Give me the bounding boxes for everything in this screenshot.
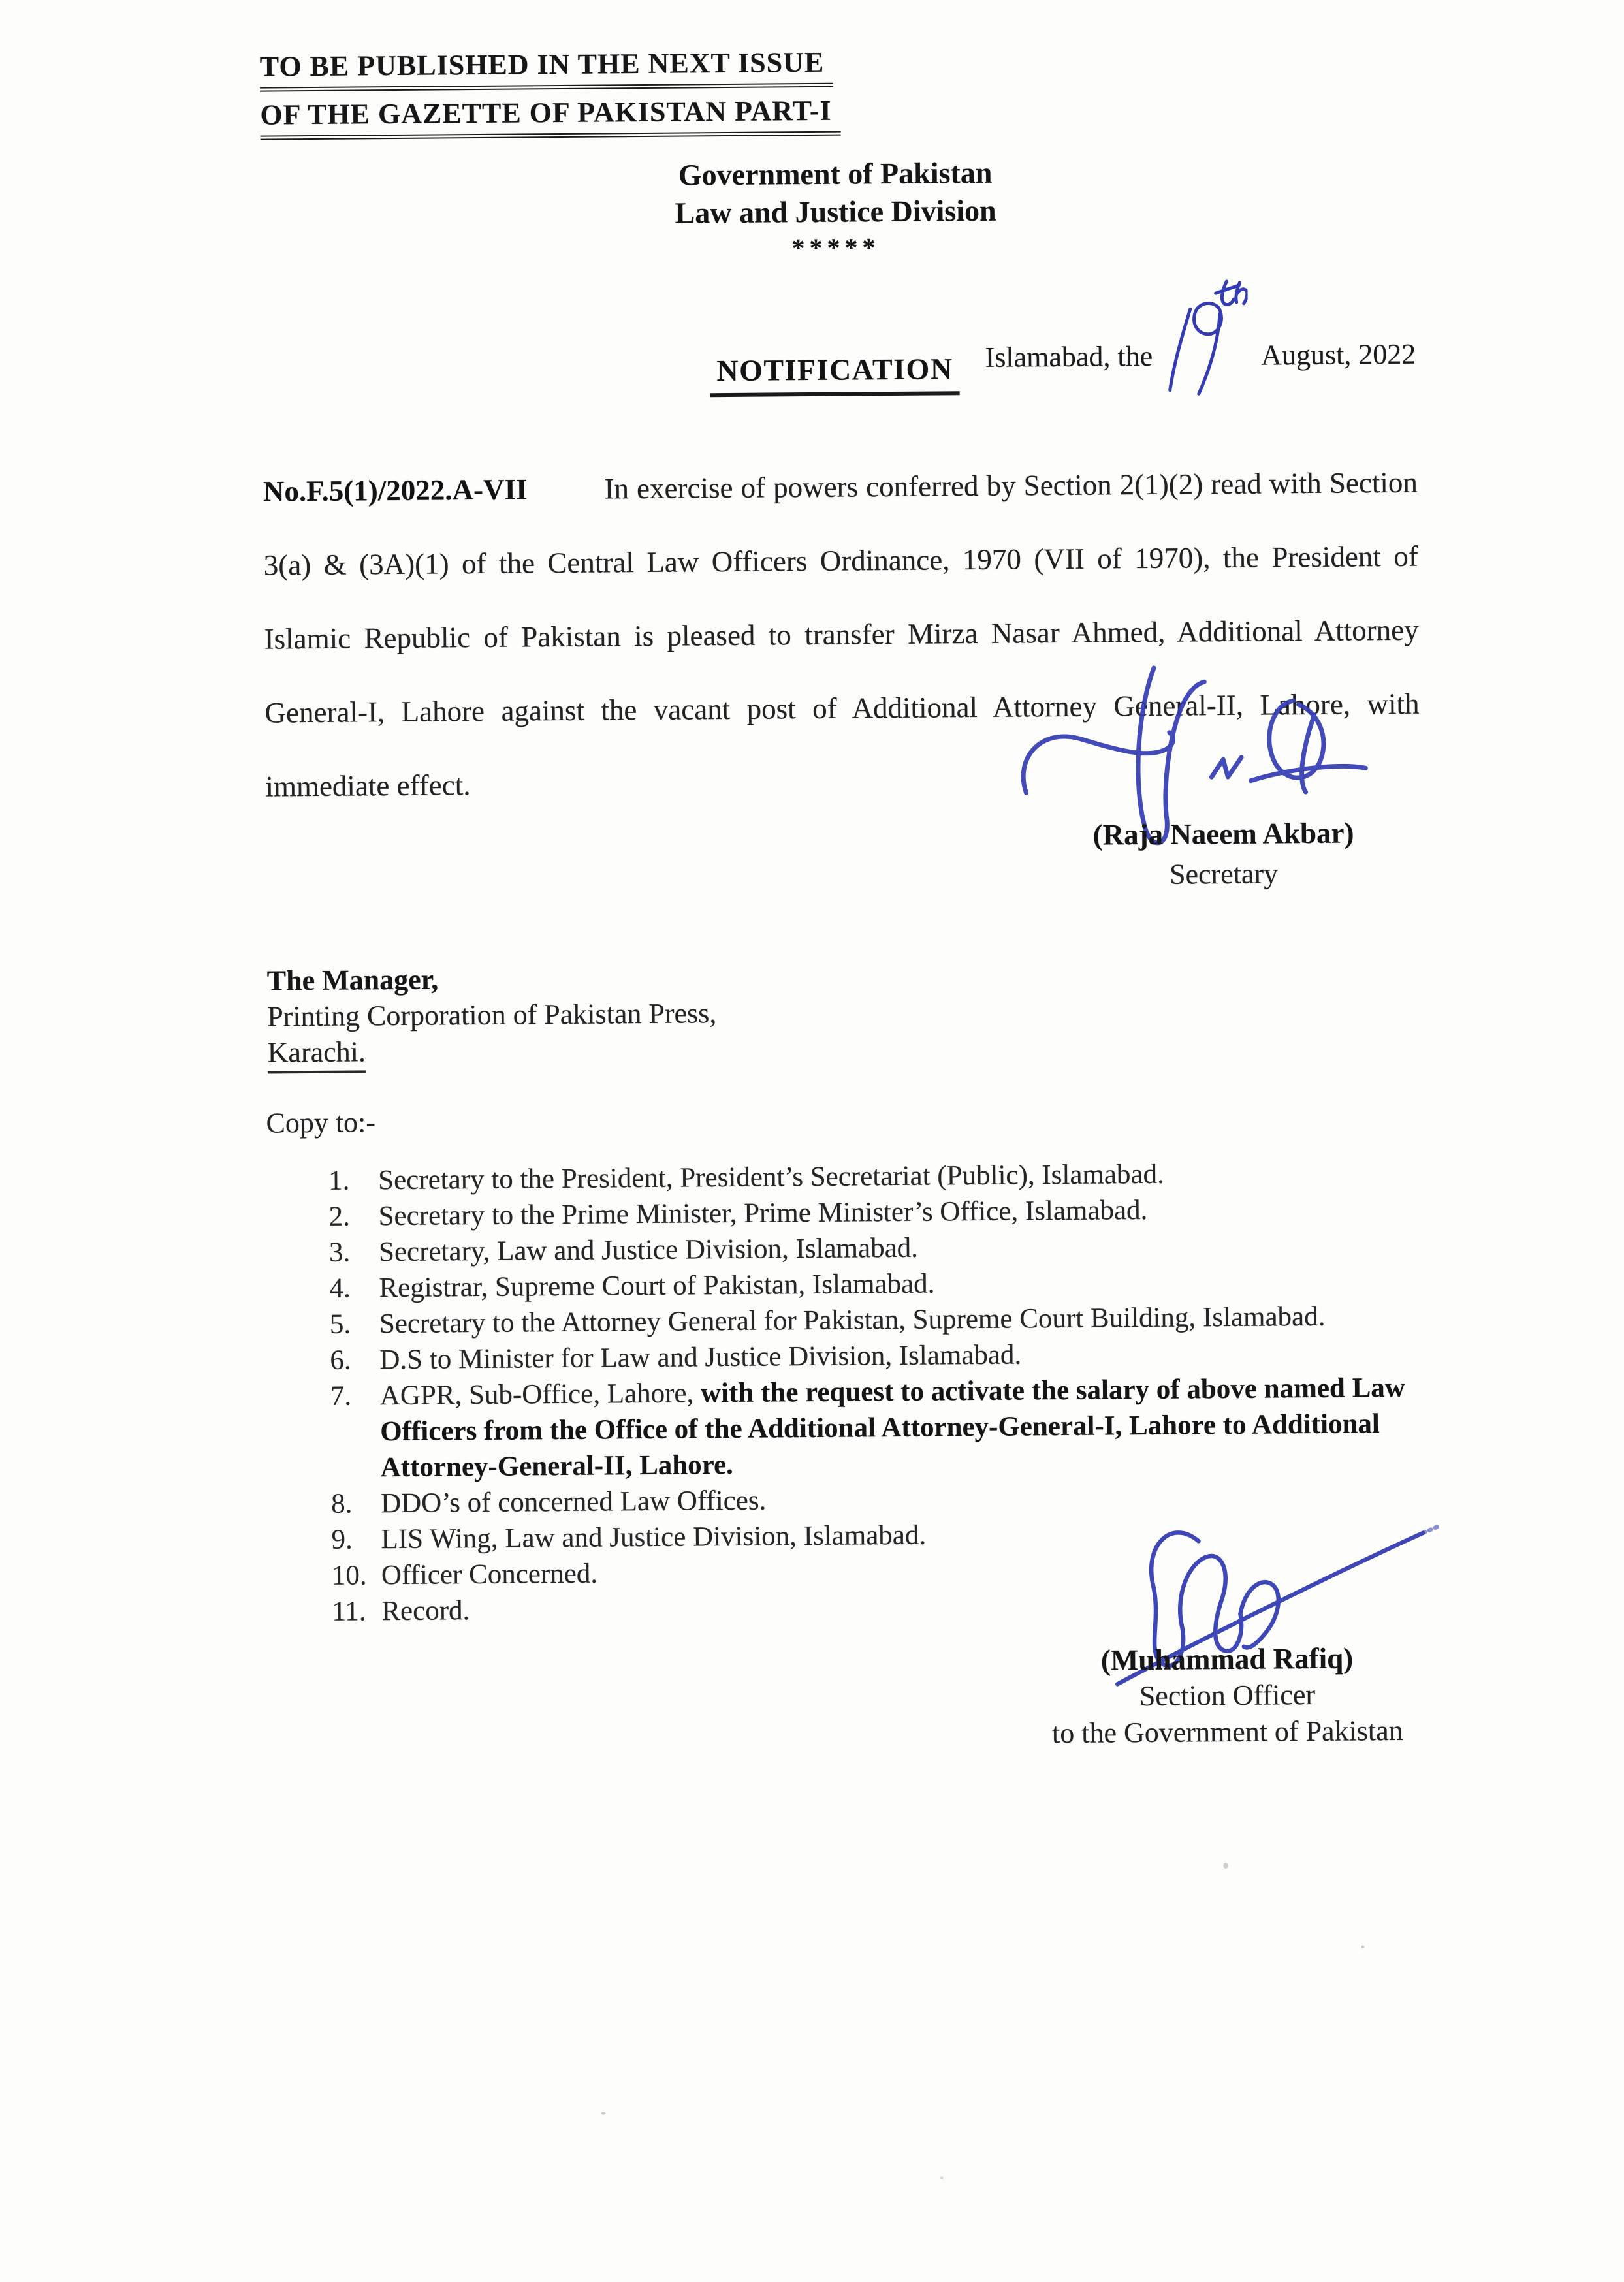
addressee-org: Printing Corporation of Pakistan Press, <box>267 997 717 1033</box>
addressee-name: The Manager, <box>266 963 439 997</box>
copy-item-number: 6. <box>330 1344 351 1376</box>
gazette-publish-note <box>260 46 841 147</box>
org-heading <box>675 154 996 266</box>
addressee-city: Karachi. <box>267 1034 366 1073</box>
copy-item-text: Secretary, Law and Justice Division, Islamabad. <box>378 1232 919 1268</box>
copy-to-label: Copy to:- <box>266 1106 376 1139</box>
scan-artifact-speck <box>601 2112 605 2115</box>
scan-artifact-speck <box>1223 1863 1228 1869</box>
addressee-block <box>267 959 717 1073</box>
body-paragraph <box>263 446 1420 824</box>
copy-item-text: Registrar, Supreme Court of Pakistan, Islamabad. <box>379 1268 935 1304</box>
copy-item-number: 7. <box>330 1380 352 1412</box>
body-text: In exercise of powers conferred by Section 2(1)(2) read with Section 3(a) & (3A)(1) of the Central Law Officers Ordinance, 1970 (VII of 1970), the President of Islamic Republic of Pakistan is pleased to transfer Mirza Nasar Ahmed, Additional Attorney General-I, Lahore against the vacant post of Additional Attorney General-II, Lahore, with immediate effect. <box>263 466 1420 803</box>
copy-item-number: 11. <box>332 1596 366 1627</box>
copy-item-number: 5. <box>329 1308 351 1340</box>
secretary-title: Secretary <box>1169 857 1279 891</box>
document-title: NOTIFICATION <box>710 351 960 397</box>
copy-item-number: 1. <box>328 1165 350 1196</box>
section-officer-org: to the Government of Pakistan <box>1051 1714 1403 1750</box>
copy-item-text: Secretary to the President, President’s Secretariat (Public), Islamabad. <box>378 1158 1164 1196</box>
scan-artifact-speck <box>940 2176 943 2179</box>
copy-item-text: Secretary to the Prime Minister, Prime Minister’s Office, Islamabad. <box>378 1194 1148 1232</box>
reference-number: No.F.5(1)/2022.A-VII <box>263 473 528 508</box>
copy-item-text <box>380 1370 1435 1486</box>
section-officer-title: Section Officer <box>1139 1678 1316 1713</box>
copy-item-text-bold: with the request to activate the salary of above named Law Officers from the Office of the Additional Attorney-General-I, Lahore to Additional Attorney-General-II, Lahore. <box>380 1372 1406 1483</box>
copy-list <box>328 1154 1436 1630</box>
copy-item-number: 2. <box>328 1201 351 1232</box>
org-division: Law and Justice Division <box>675 193 996 230</box>
copy-item-number: 4. <box>329 1273 351 1304</box>
secretary-name: (Raja Naeem Akbar) <box>1092 816 1354 851</box>
copy-item-number: 8. <box>330 1488 353 1519</box>
scan-artifact-speck <box>1361 1945 1364 1948</box>
copy-item-text-normal: AGPR, Sub-Office, Lahore, <box>379 1378 701 1412</box>
tab-gap <box>528 498 605 499</box>
gazette-publish-note-line2: OF THE GAZETTE OF PAKISTAN PART-I <box>260 94 841 140</box>
dateline-prefix: Islamabad, the <box>985 340 1153 373</box>
section-officer-name: (Muhammad Rafiq) <box>1100 1641 1354 1677</box>
copy-item-text: Officer Concerned. <box>381 1558 598 1591</box>
gazette-publish-note-line1: TO BE PUBLISHED IN THE NEXT ISSUE <box>260 46 834 92</box>
handwritten-day-ink <box>1149 277 1248 400</box>
org-name: Government of Pakistan <box>678 155 993 192</box>
copy-item-text: DDO’s of concerned Law Offices. <box>380 1485 767 1519</box>
copy-item-text: LIS Wing, Law and Justice Division, Islamabad. <box>381 1519 927 1555</box>
copy-item-7 <box>330 1370 1435 1486</box>
dateline-suffix: August, 2022 <box>1260 338 1416 372</box>
copy-item-text: Record. <box>381 1595 470 1627</box>
dateline <box>985 276 1416 401</box>
copy-item-text: Secretary to the Attorney General for Pakistan, Supreme Court Building, Islamabad. <box>379 1301 1326 1340</box>
copy-item-text: D.S to Minister for Law and Justice Division, Islamabad. <box>379 1339 1022 1376</box>
copy-item-number: 9. <box>331 1524 353 1555</box>
copy-item-number: 10. <box>331 1560 367 1591</box>
copy-item-number: 3. <box>328 1237 351 1268</box>
separator-stars: ***** <box>791 232 880 263</box>
section-officer-block <box>1021 1640 1433 1752</box>
